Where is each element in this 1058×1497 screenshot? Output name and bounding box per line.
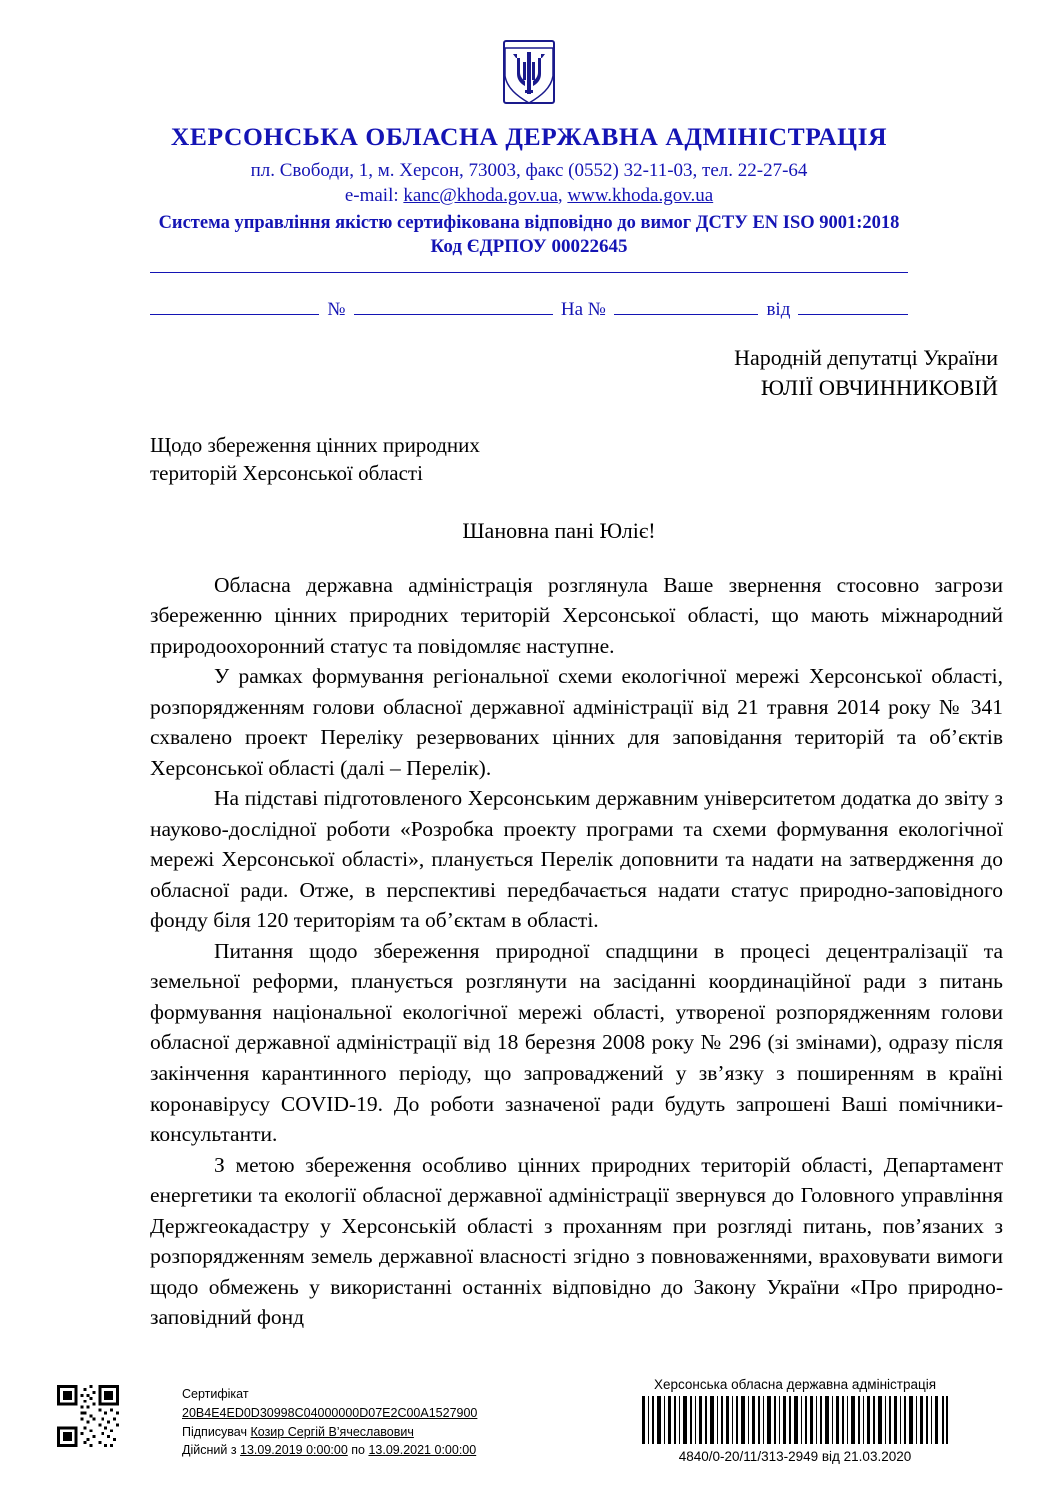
barcode-caption: Херсонська обласна державна адміністрація [653, 1377, 937, 1392]
subject-block [150, 431, 580, 488]
qr-code-icon [57, 1385, 119, 1447]
valid-to-label: по [347, 1443, 369, 1458]
email-label: e-mail: [344, 185, 404, 206]
contacts-separator: , [557, 185, 568, 206]
website-link[interactable]: www.khoda.gov.ua [567, 185, 714, 206]
body-paragraph: На підставі підготовленого Херсонським державним університетом додатка до звіту з науково-дослідної роботи «Розробка проекту програми та схеми формування екологічної мережі Херсонської області», планується Перелік доповнити та надати на затвердження до обласної ради. Отже, в перспективі передбачається надати статус природно-заповідного фонду біля 120 територіям та об’єктам в області. [150, 786, 1003, 933]
date-field[interactable] [798, 299, 908, 315]
body-paragraph: З метою збереження особливо цінних природних територій області, Департамент енергетики та екології обласної державної адміністрації звернувся до Головного управління Держгеокадастру у Херсонській області з проханням при розгляді питань, пов’язаних з розпорядженням земель державної власності згідно з повноваженнями, враховувати вимоги щодо обмежень у використанні останніх відповідно до Закону України «Про природно-заповідний фонд [150, 1152, 1003, 1330]
header-divider [150, 272, 908, 273]
ukraine-trident-emblem-icon [503, 40, 555, 114]
signer-name: Козир Сергій В’ячеславович [250, 1424, 414, 1439]
edrpou-code: Код ЄДРПОУ 00022645 [430, 236, 628, 257]
certificate-value: 20B4E4ED0D30998C04000000D07E2C00A1527900 [182, 1405, 478, 1420]
organization-title: ХЕРСОНСЬКА ОБЛАСНА ДЕРЖАВНА АДМІНІСТРАЦІЯ [170, 122, 888, 151]
outgoing-number-field[interactable] [150, 299, 319, 315]
quality-system-note: Система управління якістю сертифікована відповідно до вимог ДСТУ EN ISO 9001:2018 [158, 213, 900, 233]
incoming-number-field[interactable] [614, 299, 759, 315]
email-link[interactable]: kanc@khoda.gov.ua [403, 185, 558, 206]
digital-signature-block [182, 1385, 477, 1460]
valid-label: Дійсний з [182, 1443, 241, 1458]
letter-body [150, 570, 1003, 1333]
outgoing-number-value-field[interactable] [354, 299, 553, 315]
certificate-label: Сертифікат [182, 1387, 249, 1401]
valid-to: 13.09.2021 0:00:00 [368, 1443, 477, 1458]
signer-row [182, 1423, 477, 1442]
organization-address: пл. Свободи, 1, м. Херсон, 73003, факс (0552) 32-11-03, тел. 22-27-64 [250, 160, 808, 181]
salutation: Шановна пані Юліє! [462, 517, 656, 543]
subject-line-2: територій Херсонської області [150, 461, 423, 486]
date-label: від [766, 299, 791, 320]
body-paragraph: Обласна державна адміністрація розглянула Ваше звернення стосовно загрози збереженню цінних природних територій Херсонської області, що мають міжнародний природоохоронний статус та повідомляє наступне. [150, 572, 1003, 658]
signer-label: Підписувач [182, 1424, 251, 1439]
document-footer [0, 1377, 1058, 1487]
barcode-number: 4840/0-20/11/313-2949 від 21.03.2020 [678, 1449, 912, 1464]
body-paragraph: Питання щодо збереження природної спадщини в процесі децентралізації та земельної реформи, планується розглянути на засіданні координаційної ради з питань формування національної екологічної мережі області, утвореної розпорядженням голови обласної державної адміністрації від 18 березня 2008 року № 296 (зі змінами), одразу після закінчення карантинного періоду, що запроваджений у зв’язку з поширенням в країні коронавірусу COVID-19. До роботи зазначеної ради будуть запрошені Ваші помічники-консультанти. [150, 938, 1003, 1147]
number-label: № [327, 299, 346, 320]
subject-line-1: Щодо збереження цінних природних [150, 433, 480, 458]
barcode-block [595, 1377, 995, 1464]
valid-from: 13.09.2019 0:00:00 [240, 1443, 348, 1458]
validity-row [182, 1441, 477, 1460]
body-paragraph: У рамках формування регіональної схеми екологічної мережі Херсонської області, розпорядженням голови обласної державної адміністрації від 21 травня 2014 року № 341 схвалено проект Переліку резервованих цінних для заповідання територій та об’єктів Херсонської області (далі – Перелік). [150, 664, 1003, 780]
addressee-name: ЮЛІЇ ОВЧИННИКОВІЙ [760, 374, 998, 400]
barcode-icon [640, 1396, 950, 1444]
addressee-role: Народній депутатці України [734, 345, 998, 370]
letterhead-header [0, 0, 1058, 273]
organization-contacts [0, 185, 1058, 207]
incoming-number-label: На № [560, 299, 606, 320]
reference-line [150, 299, 908, 321]
addressee-block [0, 343, 998, 403]
